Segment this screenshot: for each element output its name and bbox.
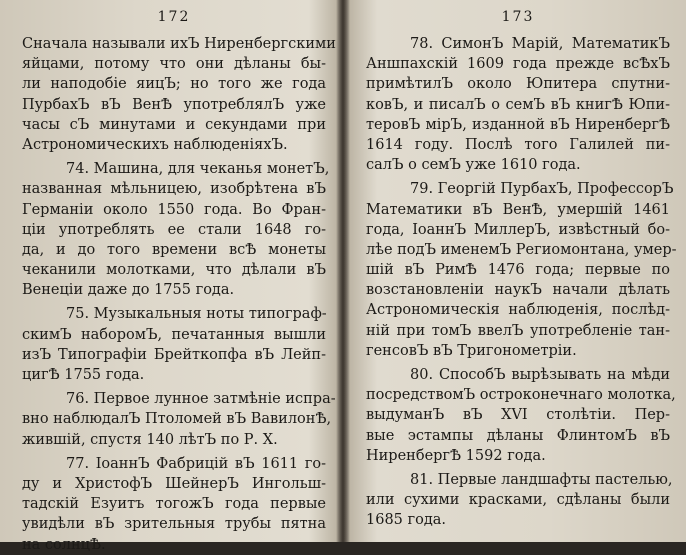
text-line: ціи употреблять ее стали 1648 го-: [22, 221, 326, 238]
text-line: года, ІоаннЪ МиллерЪ, извѣстный бо-: [366, 221, 670, 238]
text-line: 1614 году. Послѣ того Галилей пи-: [366, 136, 670, 153]
paragraph: [22, 389, 336, 450]
paragraph: [366, 365, 676, 466]
paragraph: [366, 34, 670, 175]
text-line: 77. ІоаннЪ Фабрицій вЪ 1611 го-: [66, 455, 326, 472]
paragraph: [22, 304, 326, 385]
paragraph: [22, 454, 326, 555]
text-line: названная мѣльницею, изобрѣтена вЪ: [22, 181, 326, 198]
text-line: 1685 года.: [366, 512, 447, 529]
text-line: посредствомЪ остроконечнаго молотка,: [366, 387, 676, 404]
text-line: генсовЪ вЪ Тригонометріи.: [366, 342, 577, 359]
text-line: 75. Музыкальныя ноты типограф-: [66, 306, 327, 323]
text-line: да, и до того времени всѢ монеты: [22, 241, 326, 258]
text-line: яйцами, потому что они дѣланы бы-: [22, 56, 326, 73]
text-line: чеканили молотками, что дѣлали вЪ: [22, 262, 326, 279]
text-line: лѣе подЪ именемЪ Региомонтана, умер-: [366, 241, 677, 258]
text-line: тадскій Езуитъ тогожЪ года первые: [22, 496, 326, 513]
paragraph: [366, 470, 673, 531]
text-line: выдуманЪ вЪ XVI столѣтіи. Пер-: [366, 407, 670, 424]
text-line: ПурбахЪ вЪ ВенѢ употреблялЪ уже: [22, 96, 326, 113]
text-line: вые эстампы дѣланы ФлинтомЪ вЪ: [366, 427, 670, 444]
text-line: салЪ о семЪ уже 1610 года.: [366, 157, 581, 174]
text-line: скимЪ наборомЪ, печатанныя вышли: [22, 326, 326, 343]
text-line: цигѢ 1755 года.: [22, 367, 145, 383]
text-line: или сухими красками, сдѣланы были: [366, 492, 670, 509]
text-line: жившій, спустя 140 лѣтЪ по Р. Х.: [22, 431, 278, 448]
text-line: Аншпахскій 1609 года прежде всѢхЪ: [366, 56, 670, 73]
text-line: Астрономическихъ наблюденіяхЪ.: [22, 136, 288, 153]
paragraph: [22, 159, 330, 300]
left-page: [0, 0, 338, 553]
text-line: Сначала называли ихЪ Ниренбергскими: [22, 36, 336, 52]
text-line: на солнцѢ.: [22, 536, 106, 553]
paragraph: [366, 179, 677, 361]
text-line: 79. Георгій ПурбахЪ, ПрофессорЪ: [410, 181, 674, 198]
text-line: возстановленіи наукЪ начали дѣлать: [366, 282, 670, 299]
text-line: 81. Первые ландшафты пастелью,: [410, 471, 673, 488]
text-line: 78. СимонЪ Марій, МатематикЪ: [410, 36, 670, 52]
text-line: увидѣли вЪ зрительныя трубы пятна: [22, 516, 326, 533]
text-line: Венеціи даже до 1755 года.: [22, 282, 235, 299]
text-line: ній при томЪ ввелЪ употребленіе тан-: [366, 322, 670, 339]
text-line: ли наподобіе яицЪ; но того же года: [22, 76, 326, 93]
text-line: НиренбергѢ 1592 года.: [366, 447, 546, 464]
text-line: вно наблюдалЪ Птоломей вЪ ВавилонѢ,: [22, 411, 332, 428]
page-text: [366, 34, 677, 531]
text-line: изЪ Типографіи Брейткопфа вЪ Лейп-: [22, 346, 326, 363]
text-line: 74. Машина, для чеканья монетЪ,: [66, 161, 330, 178]
page-text: [22, 34, 336, 555]
paragraph: [22, 34, 336, 155]
text-line: 80. СпособЪ вырѣзывать на мѣди: [410, 367, 670, 383]
text-line: Германіи около 1550 года. Во Фран-: [22, 201, 326, 218]
text-line: теровЪ мірЪ, изданной вЪ НиренбергѢ: [366, 116, 670, 133]
text-line: ковЪ, и писалЪ о семЪ вЪ книгѢ Юпи-: [366, 96, 670, 113]
text-line: 76. Первое лунное затмѣніе испра-: [66, 391, 336, 408]
right-page: [348, 0, 686, 542]
text-line: ду и ХристофЪ ШейнерЪ Ингольш-: [22, 475, 326, 492]
text-line: примѣтилЪ около Юпитера спутни-: [366, 76, 670, 93]
page-number: 173: [501, 9, 535, 25]
text-line: часы сЪ минутами и секундами при: [22, 116, 326, 133]
page-number: 172: [157, 9, 191, 25]
text-line: шій вЪ РимѢ 1476 года; первые по: [366, 262, 670, 279]
text-line: Математики вЪ ВенѢ, умершій 1461: [366, 201, 670, 218]
text-line: Астрономическія наблюденія, послѣд-: [366, 302, 670, 319]
